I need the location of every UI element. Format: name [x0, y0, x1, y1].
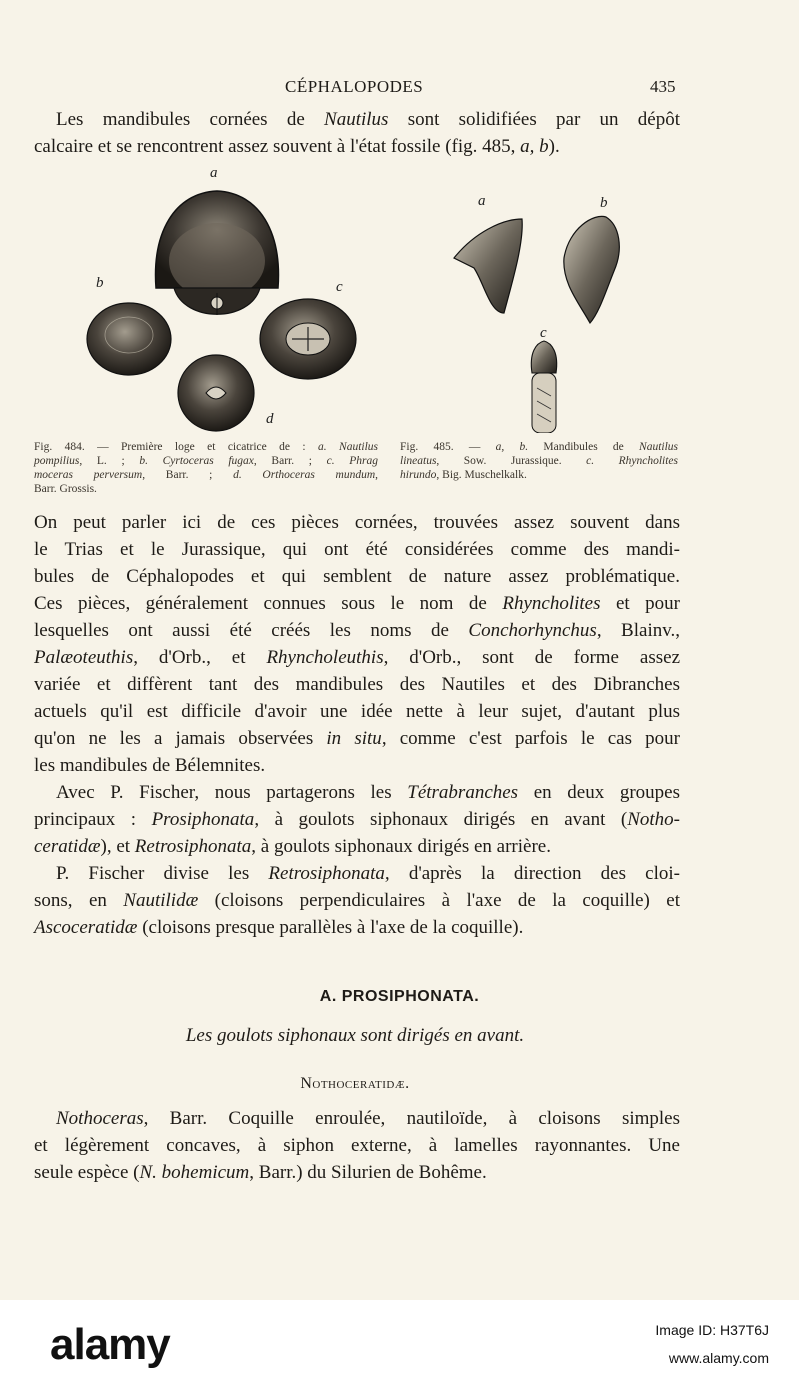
fig485-label-a: a	[478, 193, 486, 209]
fig484-c-phragmoceras	[260, 299, 356, 379]
alamy-logo: alamy	[50, 1320, 170, 1369]
fig484-a-nautilus	[156, 191, 279, 315]
image-id: Image ID: H37T6J	[655, 1322, 769, 1338]
fig485-b-mandible	[564, 216, 619, 323]
page-header	[0, 75, 799, 103]
fig484-b-cyrtoceras	[87, 303, 171, 375]
intro-paragraph: Les mandibules cornées de Nautilus sont solidifiées par un dépôt calcaire et se rencontrent assez souvent à l'état fossile (fig. 485, a, b).	[34, 109, 681, 157]
body-paragraph-1: On peut parler ici de ces pièces cornées, trouvées assez souvent dans le Trias et le Jurassique, qui ont été considérées comme des mandi- bules de Céphalopodes et qui semblent de nature assez problématique. Ces pièces, généralement connues sous le nom de Rhyncholites et pour lesquelles ont aussi été créés les noms de Conchorhynchus, Blainv., Palæoteuthis, d'Orb., et Rhyncholeuthis, d'Orb., sont de forme assez variée et diffèrent tant des mandibules des Nautiles et des Dibranches actuels qu'il est difficile d'avoir une idée nette à leur sujet, d'autant plus qu'on ne les a jamais observées in situ, comme c'est parfois le cas pour les mandibules de Bélemnites.	[34, 512, 681, 776]
figure-area	[34, 163, 714, 433]
fig484-d-orthoceras	[178, 355, 254, 431]
site-url: www.alamy.com	[668, 1350, 769, 1366]
fig485-c-rhyncholites	[531, 341, 556, 433]
page-number: 435	[650, 77, 676, 96]
fig485-label-c: c	[540, 325, 547, 341]
section-heading: A. PROSIPHONATA.	[319, 988, 480, 1005]
body-paragraph-3: P. Fischer divise les Retrosiphonata, d'après la direction des cloi- sons, en Nautilidæ (cloisons perpendiculaires à l'axe de la coquille) et Ascoceratidæ (cloisons presque parallèles à l'axe de la coquille).	[34, 863, 680, 938]
running-head: CÉPHALOPODES	[285, 77, 424, 96]
fig484-label-c: c	[336, 279, 343, 295]
body-paragraph-4: Nothoceras, Barr. Coquille enroulée, nautiloïde, à cloisons simples et légèrement concaves, à siphon externe, à lamelles rayonnantes. Une seule espèce (N. bohemicum, Barr.) du Silurien de Bohême.	[34, 1108, 680, 1183]
section-subtitle: Les goulots siphonaux sont dirigés en avant.	[185, 1025, 525, 1046]
fig484-label-d: d	[266, 411, 274, 427]
fig-484-485-illustration	[34, 163, 714, 433]
fig484-caption: Fig. 484. — Première loge et cicatrice de : a. Nautilus pompilius, L. ; b. Cyrtoceras fugax, Barr. ; c. Phrag moceras perversum, Barr. ; d. Orthoceras mundum, Barr. Grossis.	[34, 441, 379, 495]
body-paragraph-2: Avec P. Fischer, nous partagerons les Tétrabranches en deux groupes principaux : Prosiphonata, à goulots siphonaux dirigés en avant (Notho- ceratidæ), et Retrosiphonata, à goulots siphonaux dirigés en arrière.	[34, 782, 681, 857]
family-heading: Nothoceratidæ.	[300, 1075, 410, 1092]
fig484-label-b: b	[96, 275, 104, 291]
fig485-caption: Fig. 485. — a, b. Mandibules de Nautilus lineatus, Sow. Jurassique. c. Rhyncholites hirundo, Big. Muschelkalk.	[400, 441, 679, 481]
fig484-label-a: a	[210, 165, 218, 181]
watermark-footer	[0, 1300, 799, 1390]
fig485-a-mandible	[454, 219, 522, 313]
fig485-label-b: b	[600, 195, 608, 211]
